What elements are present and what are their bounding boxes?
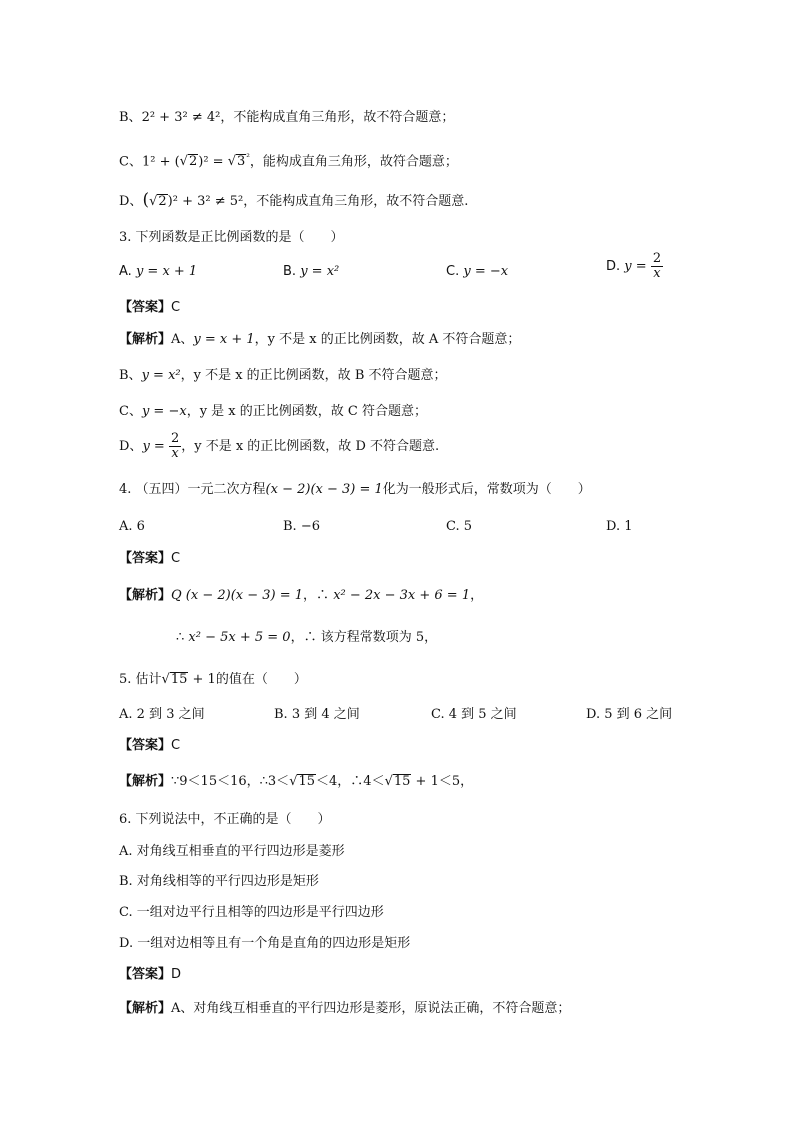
- q5-stem-sqrt: √15: [161, 672, 188, 687]
- q5-analysis-b: ＜4，∴4＜: [316, 774, 385, 789]
- q3-option-d-label: D.: [606, 259, 621, 274]
- q4-analysis-1-math2: x² − 2x − 3x + 6 = 1: [333, 588, 471, 603]
- q3-option-b: [283, 262, 339, 282]
- q4-analysis-1-b: ，∴: [303, 588, 334, 603]
- q5-stem-math: + 1: [188, 672, 216, 687]
- q3-analysis-4-fraction: [169, 432, 181, 461]
- q6-option-d: D. 一组对边相等且有一个角是直角的四边形是矩形: [119, 936, 411, 951]
- q3-option-d-math: y =: [624, 259, 647, 274]
- q3-option-d-denominator: x: [653, 266, 661, 281]
- q5-analysis-tag: 【解析】: [119, 774, 172, 789]
- q3-option-a: [119, 262, 197, 282]
- line-c-sqrt-b: √3: [227, 154, 246, 170]
- q4-option-c: C. 5: [446, 519, 473, 534]
- q4-stem-a: 4. （五四）一元二次方程: [119, 482, 266, 497]
- line-d-prefix: D、: [119, 194, 143, 209]
- q5-stem: [119, 670, 307, 690]
- q3-option-c: [446, 262, 508, 282]
- line-c-prefix: C、: [119, 154, 142, 170]
- q3-analysis-2-text: ，y 不是 x 的正比例函数，故 B 不符合题意；: [180, 368, 447, 383]
- q5-analysis-sqrt-2: √15: [384, 774, 411, 789]
- q5-answer-tag: 【答案】: [119, 738, 172, 753]
- q3-analysis-4-pre: D、: [119, 439, 143, 454]
- q3-option-c-label: C.: [446, 264, 460, 279]
- q4-analysis-tag: 【解析】: [119, 588, 172, 603]
- q5-answer: [119, 736, 180, 756]
- q4-option-a: A. 6: [119, 519, 145, 534]
- q4-analysis-1-c: ，: [470, 588, 484, 603]
- q3-analysis-tag: 【解析】: [119, 332, 172, 347]
- q6-analysis-tag: 【解析】: [119, 1001, 172, 1016]
- q3-analysis-1: [119, 330, 520, 350]
- q3-answer-tag: 【答案】: [119, 300, 172, 315]
- q4-analysis-2: [176, 628, 437, 648]
- q6-option-a: A. 对角线互相垂直的平行四边形是菱形: [119, 844, 345, 859]
- q3-analysis-2-math: y = x²: [141, 368, 181, 383]
- q4-answer-value: C: [171, 551, 181, 566]
- q3-option-a-label: A.: [119, 264, 132, 279]
- q3-analysis-2-pre: B、: [119, 368, 142, 383]
- q4-analysis-1: [119, 586, 483, 606]
- q6-option-c: C. 一组对边平行且相等的四边形是平行四边形: [119, 905, 384, 920]
- q6-analysis: [119, 999, 570, 1019]
- q5-stem-radicand: 15: [170, 672, 188, 687]
- q5-analysis-radicand-2: 15: [393, 774, 411, 789]
- line-b-math: 2² + 3² ≠ 4²: [141, 110, 221, 125]
- q6-answer: [119, 965, 181, 985]
- q4-option-b: B. −6: [283, 519, 320, 534]
- line-c-text: ，能构成直角三角形，故符合题意；: [249, 154, 458, 170]
- line-d-math-c: )² + 3² ≠ 5²: [167, 194, 244, 209]
- q3-analysis-3: [119, 402, 427, 422]
- q5-option-d: D. 5 到 6 之间: [586, 707, 673, 722]
- q5-analysis-sqrt-1: √15: [289, 774, 316, 789]
- q4-analysis-1-math: Q (x − 2)(x − 3) = 1: [171, 588, 304, 603]
- q3-option-a-math: y = x + 1: [135, 264, 198, 279]
- line-c-sup: ²: [246, 153, 250, 163]
- q6-answer-tag: 【答案】: [119, 967, 172, 982]
- line-c: [119, 148, 458, 172]
- q3-analysis-4-text: ，y 不是 x 的正比例函数，故 D 不符合题意.: [181, 439, 440, 454]
- line-b-text: ，不能构成直角三角形，故不符合题意；: [220, 110, 455, 125]
- q3-analysis-3-math: y = −x: [141, 404, 187, 419]
- q4-stem-b: 化为一般形式后，常数项为（ ）: [382, 482, 591, 497]
- q4-analysis-2-math: x² − 5x + 5 = 0: [188, 630, 291, 645]
- line-c-math-a: 1² + (: [141, 154, 180, 170]
- q3-analysis-4: [119, 432, 439, 461]
- q6-answer-value: D: [171, 967, 182, 982]
- line-c-radicand-a: 2: [188, 154, 198, 170]
- q5-analysis: [119, 772, 473, 792]
- line-d-math-a: (: [142, 190, 150, 210]
- q5-stem-b: 的值在（ ）: [215, 672, 307, 687]
- q4-stem-math: (x − 2)(x − 3) = 1: [265, 482, 383, 497]
- q3-option-d-fraction: [651, 252, 663, 281]
- q3-stem: 3. 下列函数是正比例函数的是（ ）: [119, 230, 344, 245]
- q3-analysis-4-denominator: x: [171, 446, 179, 461]
- q4-option-d: D. 1: [606, 519, 633, 534]
- q5-analysis-a: ∵9＜15＜16，∴3＜: [171, 774, 290, 789]
- q3-option-b-math: y = x²: [300, 264, 340, 279]
- q6-option-b: B. 对角线相等的平行四边形是矩形: [119, 874, 319, 889]
- q3-answer: [119, 298, 180, 318]
- q5-answer-value: C: [171, 738, 181, 753]
- q5-analysis-radicand-1: 15: [298, 774, 316, 789]
- line-b-prefix: B、: [119, 110, 142, 125]
- line-d-radicand: 2: [158, 194, 167, 209]
- q6-analysis-a: A、对角线互相垂直的平行四边形是菱形，原说法正确，不符合题意；: [171, 1001, 571, 1016]
- q3-option-d-numerator: 2: [652, 251, 662, 266]
- line-b: [119, 108, 454, 128]
- q3-analysis-1-math: y = x + 1: [193, 332, 255, 347]
- line-c-sqrt-a: √2: [179, 154, 198, 170]
- q5-option-b: B. 3 到 4 之间: [274, 707, 360, 722]
- q3-analysis-3-pre: C、: [119, 404, 142, 419]
- q3-analysis-2: [119, 366, 447, 386]
- q5-analysis-c: + 1＜5，: [411, 774, 474, 789]
- line-d: [119, 190, 468, 212]
- line-c-math-c: )² =: [198, 154, 228, 170]
- q5-stem-a: 5. 估计: [119, 672, 162, 687]
- q3-analysis-4-numerator: 2: [170, 431, 180, 446]
- q3-analysis-1-pre: A、: [171, 332, 194, 347]
- q5-option-c: C. 4 到 5 之间: [431, 707, 517, 722]
- q3-analysis-3-text: ，y 是 x 的正比例函数，故 C 符合题意；: [186, 404, 427, 419]
- q3-option-b-label: B.: [283, 264, 297, 279]
- q3-analysis-4-math: y =: [142, 439, 165, 454]
- line-c-radicand-b: 3: [237, 154, 246, 170]
- line-d-sqrt: √2: [149, 194, 167, 209]
- q5-option-a: A. 2 到 3 之间: [119, 707, 205, 722]
- q6-stem: 6. 下列说法中，不正确的是（ ）: [119, 812, 331, 827]
- line-d-text: ，不能构成直角三角形，故不符合题意.: [243, 194, 469, 209]
- q4-analysis-2-b: ，∴ 该方程常数项为 5，: [290, 630, 438, 645]
- q3-option-d: [606, 252, 663, 281]
- q4-stem: [119, 480, 591, 500]
- q3-analysis-1-text: ，y 不是 x 的正比例函数，故 A 不符合题意；: [254, 332, 521, 347]
- q3-option-c-math: y = −x: [463, 264, 509, 279]
- q3-answer-value: C: [171, 300, 181, 315]
- q4-answer-tag: 【答案】: [119, 551, 172, 566]
- q4-analysis-2-a: ∴: [176, 630, 189, 645]
- q4-answer: [119, 549, 180, 569]
